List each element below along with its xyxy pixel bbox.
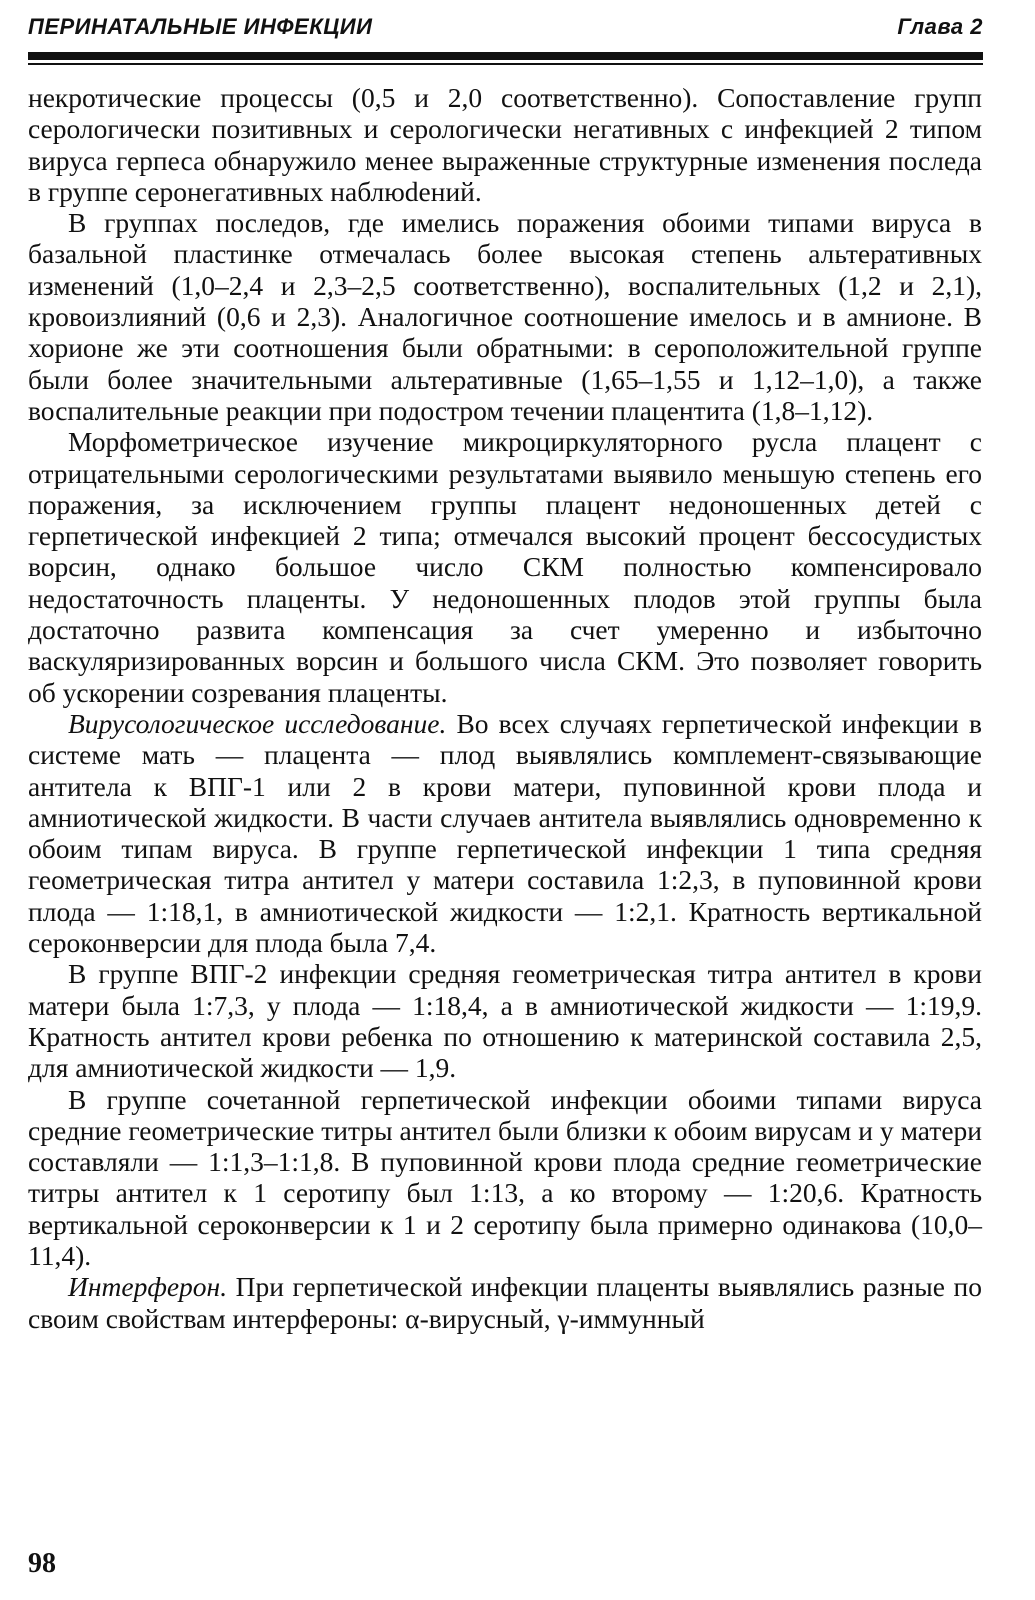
paragraph-placenta-groups: В группах последов, где имелись поражения обоими типами вируса в базальной пластинке отмечалась более высокая степень альтеративных изменений (1,0–2,4 и 2,3–2,5 соответственно), воспалительных (1,2 и 2,1), кровоизлияний (0,6 и 2,3). Аналогичное соотношение имелось и в амнионе. В хорионе же эти соотношения были обратными: в сероположительной группе были более значительными альтеративные (1,65–1,55 и 1,12–1,0), а также воспалительные реакции при подостром течении плацентита (1,8–1,12). (28, 207, 982, 426)
paragraph-continued: некротические процессы (0,5 и 2,0 соответственно). Сопоставление групп серологически позитивных и серологически негативных с инфекцией 2 типом вируса герпеса обнаружило менее выраженные структурные изменения последа в группе серонегативных наблюdений. (28, 82, 982, 207)
running-header (28, 14, 983, 48)
paragraph-interferon: Интерферон. При герпетической инфекции плаценты выявлялись разные по своим свойствам интерфероны: α-вирусный, γ-иммунный (28, 1271, 982, 1334)
header-rule-thick (28, 52, 983, 60)
header-rule-thin (28, 63, 983, 65)
paragraph-virology: Вирусологическое исследование. Во всех случаях герпетической инфекции в системе мать — плацента — плод выявлялись комплемент-связывающие антитела к ВПГ-1 или 2 в крови матери, пуповинной крови плода и амниотической жидкости. В части случаев антитела выявлялись одновременно к обоим типам вируса. В группе герпетической инфекции 1 типа средняя геометрическая титра антител у матери составила 1:2,3, в пуповинной крови плода — 1:18,1, в амниотической жидкости — 1:2,1. Кратность вертикальной сероконверсии для плода была 7,4. (28, 707, 982, 959)
running-header-chapter: Глава 2 (897, 14, 983, 39)
paragraph-hsv2-group: В группе ВПГ-2 инфекции средняя геометрическая титра антител в крови матери была 1:7,3, у плода — 1:18,4, а в амниотической жидкости — 1:19,9. Кратность антител крови ребенка по отношению к материнской составила 2,5, для амниотической жидкости — 1,9. (28, 958, 982, 1084)
paragraph-morphometry: Морфометрическое изучение микроциркуляторного русла плацент с отрицательными серологическими результатами выявило меньшую степень его поражения, за исключением группы плацент недоношенных детей с герпетической инфекцией 2 типа; отмечался высокий процент бессосудистых ворсин, однако большое число СКМ полностью компенсировало недостаточность плаценты. У недоношенных плодов этой группы была достаточно развита компенсация за счет умеренно и избыточно васкуляризированных ворсин и большого числа СКМ. Это позволяет говорить об ускорении созревания плаценты. (28, 426, 982, 708)
running-header-title: ПЕРИНАТАЛЬНЫЕ ИНФЕКЦИИ (28, 14, 373, 39)
page-number: 98 (28, 1548, 56, 1579)
paragraph-virology-lead: Вирусологическое исследование. (68, 707, 447, 739)
paragraph-combined-infection: В группе сочетанной герпетической инфекции обоими типами вируса средние геометрические титры антител были близки к обоим вирусам и у матери составляли — 1:1,3–1:1,8. В пуповинной крови плода средние геометрические титры антител к 1 серотипу был 1:13, а ко второму — 1:20,6. Кратность вертикальной сероконверсии к 1 и 2 серотипу была примерно одинакова (10,0–11,4). (28, 1083, 982, 1271)
body-text (28, 82, 982, 1334)
paragraph-interferon-lead: Интерферон. (68, 1271, 228, 1303)
